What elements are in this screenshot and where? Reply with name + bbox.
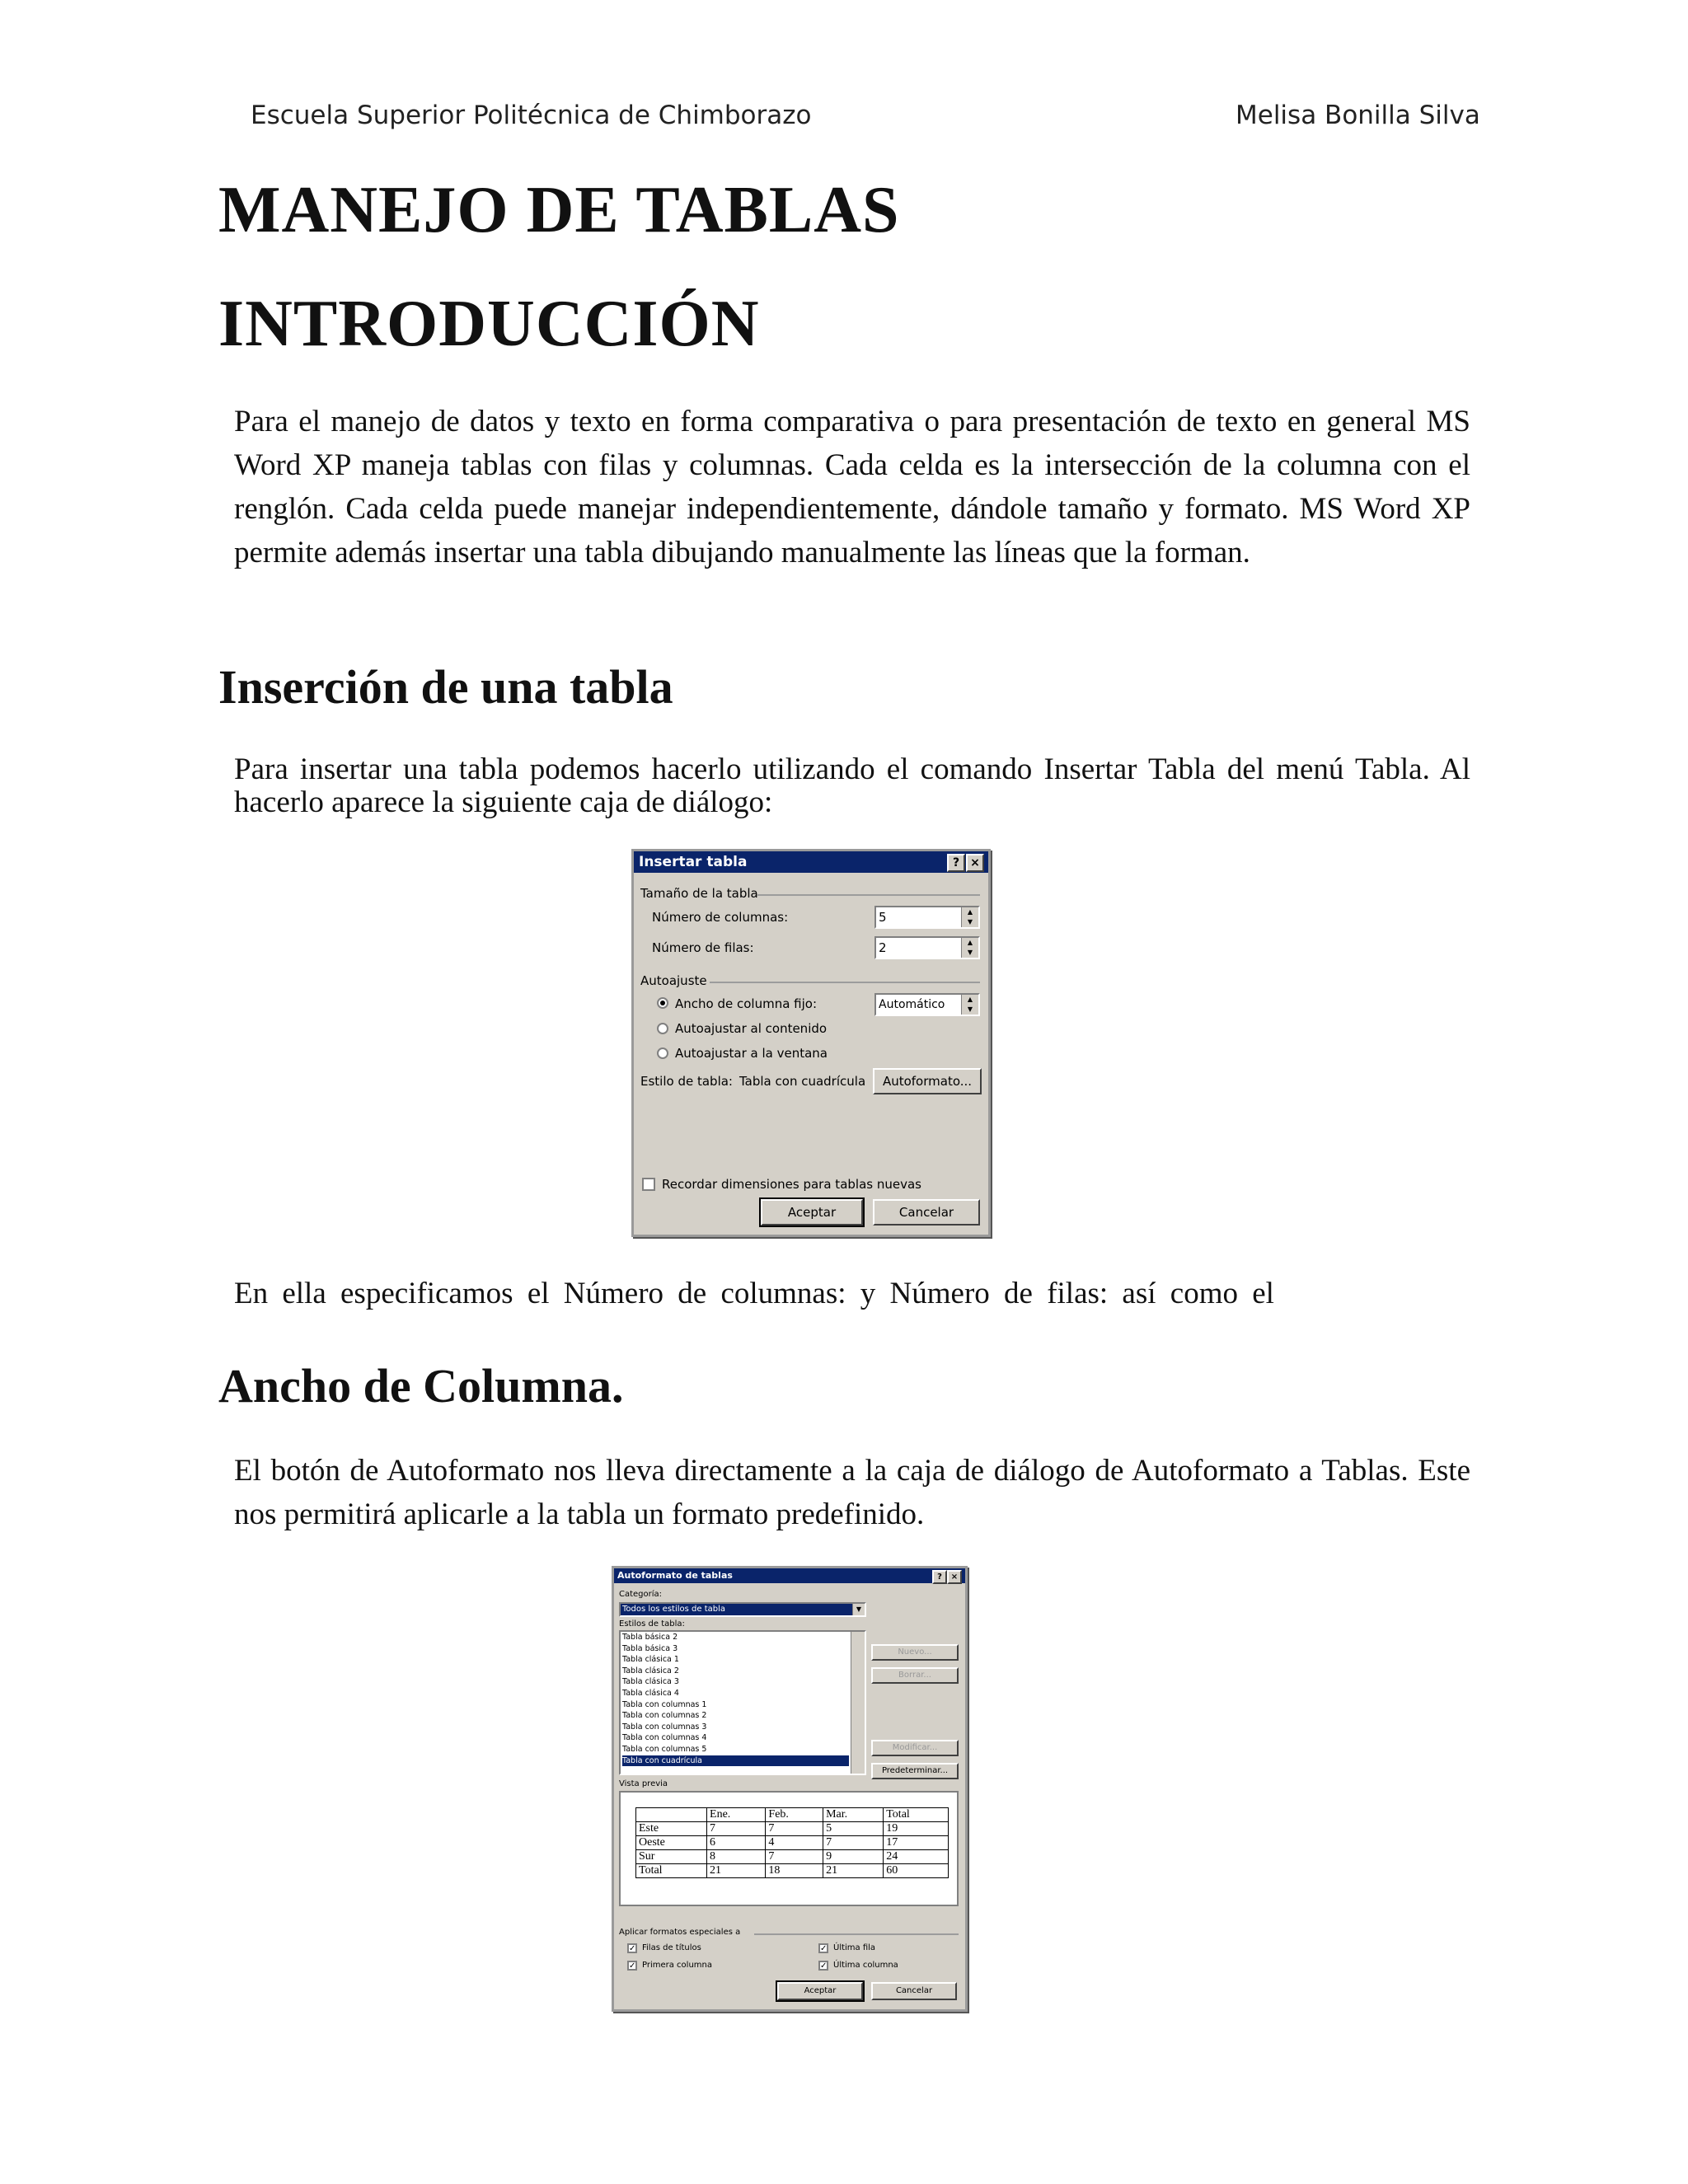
- lastcol-checkbox[interactable]: ✓: [820, 1961, 828, 1971]
- ok-button[interactable]: Aceptar: [777, 1982, 863, 2000]
- chevron-down-icon[interactable]: ▼: [852, 1604, 865, 1615]
- fixed-width-spinner[interactable]: ▲ ▼: [961, 995, 978, 1015]
- autoformat-title: Autoformato de tablas: [617, 1570, 733, 1581]
- close-button[interactable]: ×: [966, 854, 984, 872]
- table-cell: 4: [766, 1836, 823, 1850]
- help-button[interactable]: ?: [932, 1570, 947, 1584]
- titles-label: Filas de títulos: [642, 1943, 701, 1952]
- radio-autofit-content[interactable]: [657, 1023, 668, 1034]
- insert-dialog-titlebar: [634, 851, 988, 873]
- table-cell: 9: [823, 1850, 884, 1864]
- lastcol-label: Última columna: [833, 1961, 898, 1970]
- table-row: [636, 1864, 949, 1878]
- autofit-window-label: Autoajustar a la ventana: [675, 1046, 828, 1061]
- header-school: Escuela Superior Politécnica de Chimborazo: [251, 101, 812, 130]
- columns-value: 5: [879, 910, 887, 925]
- help-button[interactable]: ?: [947, 854, 965, 872]
- insercion-heading: Inserción de una tabla: [218, 660, 673, 714]
- firstcol-checkbox[interactable]: ✓: [629, 1961, 636, 1971]
- rows-label: Número de filas:: [652, 940, 754, 955]
- table-cell: 7: [766, 1822, 823, 1836]
- list-item[interactable]: Tabla con columnas 4: [622, 1733, 707, 1743]
- table-cell: 60: [884, 1864, 949, 1878]
- table-row: [636, 1836, 949, 1850]
- styles-label: Estilos de tabla:: [619, 1619, 685, 1629]
- fixed-width-label: Ancho de columna fijo:: [675, 996, 818, 1011]
- list-item[interactable]: Tabla con columnas 3: [622, 1722, 707, 1732]
- table-cell: 19: [884, 1822, 949, 1836]
- lastrow-checkbox[interactable]: ✓: [820, 1944, 828, 1953]
- table-cell: [636, 1808, 707, 1822]
- modify-style-button[interactable]: Modificar...: [871, 1740, 959, 1756]
- list-item-selected[interactable]: Tabla con cuadrícula: [622, 1755, 849, 1767]
- remember-checkbox[interactable]: [642, 1178, 655, 1191]
- preview-area: [619, 1791, 959, 1906]
- table-cell: 7: [823, 1836, 884, 1850]
- intro-paragraph: Para el manejo de datos y texto en forma comparativa o para presentación de texto en general MS Word XP maneja tablas con filas y columnas. Cada celda es la intersección de la columna con el renglón. Cada celda puede manejar independientemente, dándole tamaño y formato. MS Word XP permite además insertar una tabla dibujando manualmente las líneas que la forman.: [234, 405, 1470, 569]
- ancho-heading: Ancho de Columna.: [218, 1359, 624, 1413]
- insert-dialog-title: Insertar tabla: [639, 854, 748, 870]
- insert-table-dialog: [631, 849, 991, 1237]
- group-autofit: Autoajuste: [640, 973, 707, 988]
- special-formats-label: Aplicar formatos especiales a: [619, 1928, 741, 1937]
- close-button[interactable]: ×: [947, 1570, 962, 1584]
- group-divider: [710, 982, 980, 983]
- table-cell: 6: [707, 1836, 766, 1850]
- header-author: Melisa Bonilla Silva: [1236, 101, 1480, 130]
- list-item[interactable]: Tabla con columnas 2: [622, 1711, 707, 1721]
- default-style-button[interactable]: Predeterminar...: [871, 1763, 959, 1779]
- table-cell: 7: [766, 1850, 823, 1864]
- list-item[interactable]: Tabla clásica 4: [622, 1688, 679, 1698]
- columns-spinner[interactable]: ▲ ▼: [961, 907, 978, 927]
- list-item[interactable]: Tabla clásica 3: [622, 1677, 679, 1687]
- table-cell: 8: [707, 1850, 766, 1864]
- fixed-width-value: Automático: [879, 998, 945, 1011]
- autoformat-dialog: [612, 1566, 968, 2012]
- new-style-button[interactable]: Nuevo...: [871, 1644, 959, 1661]
- intro-heading: INTRODUCCIÓN: [218, 288, 760, 360]
- list-item[interactable]: Tabla básica 2: [622, 1633, 678, 1642]
- insercion-paragraph: Para insertar una tabla podemos hacerlo utilizando el comando Insertar Tabla del menú Tabla. Al hacerlo aparece la siguiente caja de diálogo:: [234, 752, 1470, 819]
- firstcol-label: Primera columna: [642, 1961, 712, 1970]
- group-table-size: Tamaño de la tabla: [640, 886, 758, 901]
- lastrow-label: Última fila: [833, 1943, 876, 1952]
- table-cell: 5: [823, 1822, 884, 1836]
- autoformat-button[interactable]: Autoformato...: [873, 1068, 982, 1094]
- table-cell: Sur: [636, 1850, 707, 1864]
- list-item[interactable]: Tabla con columnas 1: [622, 1699, 707, 1709]
- table-cell: Mar.: [823, 1808, 884, 1822]
- styles-list[interactable]: [619, 1630, 866, 1775]
- ancho-paragraph: El botón de Autoformato nos lleva directamente a la caja de diálogo de Autoformato a Tablas. Este nos permitirá aplicarle a la tabla un formato predefinido.: [234, 1454, 1470, 1531]
- cancel-button[interactable]: Cancelar: [873, 1199, 980, 1226]
- table-row: [636, 1822, 949, 1836]
- autoformat-titlebar: [614, 1568, 965, 1583]
- columns-field[interactable]: [874, 906, 980, 929]
- radio-autofit-window[interactable]: [657, 1047, 668, 1059]
- table-cell: Este: [636, 1822, 707, 1836]
- styles-scrollbar[interactable]: [851, 1632, 865, 1774]
- rows-value: 2: [879, 940, 887, 955]
- list-item[interactable]: Tabla con columnas 5: [622, 1744, 707, 1754]
- table-cell: Total: [636, 1864, 707, 1878]
- autofit-content-label: Autoajustar al contenido: [675, 1021, 828, 1036]
- insercion-followup: En ella especificamos el Número de columnas: y Número de filas: así como el: [234, 1277, 1274, 1310]
- table-cell: 21: [707, 1864, 766, 1878]
- table-cell: Oeste: [636, 1836, 707, 1850]
- table-style-label: Estilo de tabla:: [640, 1074, 733, 1089]
- radio-fixed-width[interactable]: [657, 997, 668, 1009]
- table-cell: 21: [823, 1864, 884, 1878]
- cancel-button[interactable]: Cancelar: [871, 1982, 957, 2000]
- titles-checkbox[interactable]: ✓: [629, 1944, 636, 1953]
- radio-dot: [660, 1001, 665, 1005]
- fixed-width-field[interactable]: [874, 993, 980, 1016]
- table-style-value: Tabla con cuadrícula: [739, 1074, 866, 1089]
- group-divider: [754, 1933, 959, 1935]
- category-label: Categoría:: [619, 1590, 663, 1599]
- table-row: [636, 1850, 949, 1864]
- document-title: MANEJO DE TABLAS: [218, 174, 900, 246]
- table-cell: 18: [766, 1864, 823, 1878]
- list-item[interactable]: Tabla básica 3: [622, 1643, 678, 1653]
- preview-label: Vista previa: [619, 1779, 668, 1788]
- table-cell: 24: [884, 1850, 949, 1864]
- delete-style-button[interactable]: Borrar...: [871, 1667, 959, 1684]
- category-select[interactable]: [619, 1602, 866, 1617]
- columns-label: Número de columnas:: [652, 910, 789, 925]
- table-cell: 7: [707, 1822, 766, 1836]
- table-row: [636, 1808, 949, 1822]
- table-cell: Total: [884, 1808, 949, 1822]
- category-value: Todos los estilos de tabla: [622, 1605, 725, 1614]
- remember-label: Recordar dimensiones para tablas nuevas: [662, 1177, 921, 1192]
- rows-field[interactable]: [874, 936, 980, 959]
- ok-button[interactable]: Aceptar: [761, 1199, 863, 1226]
- list-item[interactable]: Tabla clásica 2: [622, 1666, 679, 1675]
- list-item[interactable]: Tabla clásica 1: [622, 1655, 679, 1665]
- rows-spinner[interactable]: ▲ ▼: [961, 938, 978, 958]
- table-cell: Feb.: [766, 1808, 823, 1822]
- preview-table: [635, 1807, 949, 1878]
- table-cell: Ene.: [707, 1808, 766, 1822]
- table-cell: 17: [884, 1836, 949, 1850]
- group-divider: [757, 894, 980, 896]
